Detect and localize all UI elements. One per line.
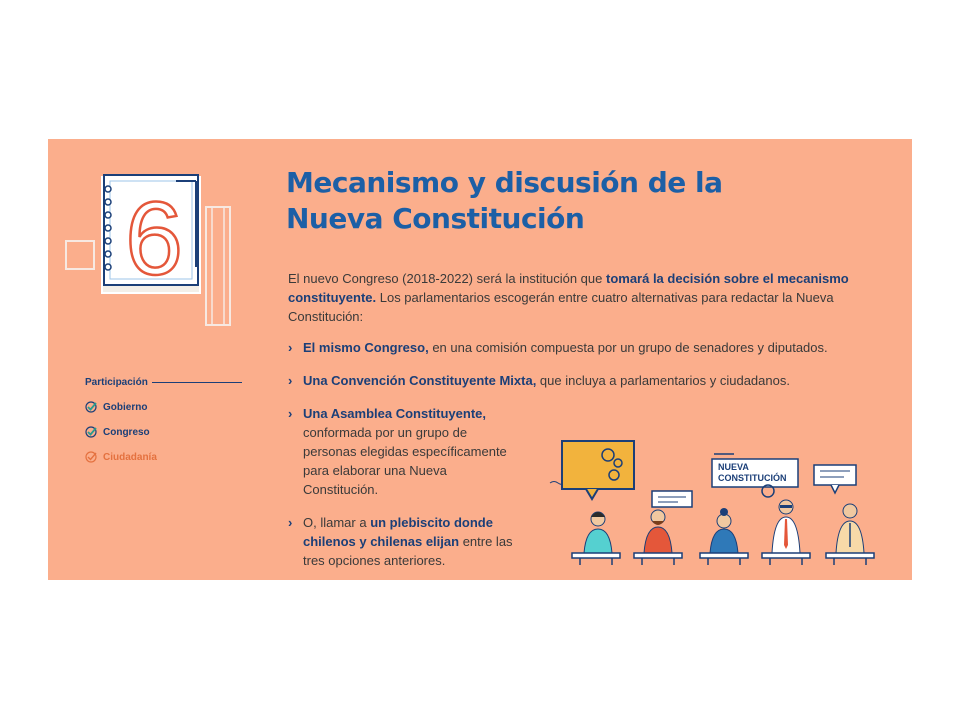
legend-item-gobierno: Gobierno	[85, 401, 242, 413]
svg-text:CONSTITUCIÓN: CONSTITUCIÓN	[718, 473, 787, 483]
person-icon	[826, 504, 874, 565]
intro-paragraph: El nuevo Congreso (2018-2022) será la institución que tomará la decisión sobre el mecanismo constituyente. Los parlamentarios escogerán entre cuatro alternativas para redactar la Nueva Constitución:	[288, 271, 849, 324]
option-asamblea: › Una Asamblea Constituyente, conformada por un grupo de personas elegidas específicamente para elaborar una Nueva Constitución.	[288, 406, 507, 497]
legend-item-congreso: Congreso	[85, 426, 242, 438]
legend-item-ciudadania: Ciudadanía	[85, 451, 242, 463]
page-title: Mecanismo y discusión de la Nueva Constitución	[286, 166, 723, 235]
person-icon	[572, 512, 620, 565]
big-number: 6	[125, 181, 183, 297]
speech-bubble-icon	[652, 491, 692, 507]
option-plebiscito: › O, llamar a un plebiscito donde chilenos y chilenas elijan entre las tres opciones anteriores.	[288, 515, 513, 568]
check-icon	[85, 451, 97, 463]
speech-bubble-icon	[562, 441, 634, 499]
legend-title: Participación	[85, 377, 242, 388]
check-icon	[85, 401, 97, 413]
notebook-icon	[64, 171, 234, 331]
participation-legend	[85, 377, 242, 463]
person-icon	[700, 508, 748, 565]
infographic-panel	[48, 139, 912, 580]
check-icon	[85, 426, 97, 438]
option-congreso: › El mismo Congreso, en una comisión compuesta por un grupo de senadores y diputados.	[288, 340, 828, 355]
person-icon	[634, 510, 682, 565]
svg-text:NUEVA: NUEVA	[718, 462, 749, 472]
person-icon	[762, 500, 810, 565]
people-illustration	[546, 435, 886, 575]
speech-bubble-icon	[814, 465, 856, 493]
option-convencion-mixta: › Una Convención Constituyente Mixta, que incluya a parlamentarios y ciudadanos.	[288, 373, 790, 388]
nueva-constitucion-sign	[712, 454, 798, 497]
